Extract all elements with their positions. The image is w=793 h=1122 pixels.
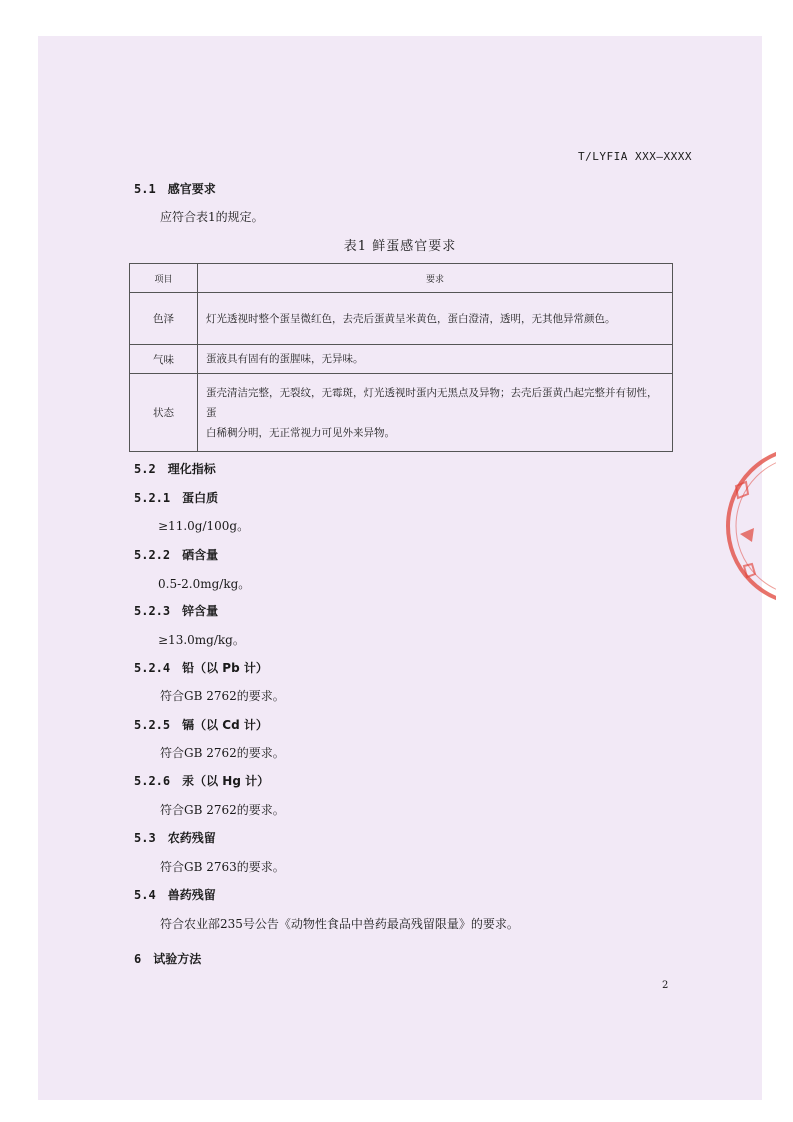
row-req-state [198,374,673,452]
row-req-color: 灯光透视时整个蛋呈微红色，去壳后蛋黄呈米黄色，蛋白澄清，透明，无其他异常颜色。 [198,293,673,345]
section-6-heading: 6 试验方法 [134,952,202,966]
col-header-item: 项目 [130,264,198,293]
section-5-2-6-heading: 5.2.6 汞（以 Hg 计） [134,774,270,788]
row-item-color: 色泽 [130,293,198,345]
row-item-odor: 气味 [130,345,198,374]
row-req-odor: 蛋液具有固有的蛋腥味，无异味。 [198,345,673,374]
section-5-1-heading: 5.1 感官要求 [134,182,216,196]
section-5-2-2-text: 0.5-2.0mg/kg。 [158,577,251,591]
seal-stamp [696,446,776,616]
table-row [130,374,673,452]
section-5-2-4-heading: 5.2.4 铅（以 Pb 计） [134,661,268,675]
document-code: T/LYFIA XXX—XXXX [578,150,692,163]
row-req-state-line-1: 蛋壳清洁完整，无裂纹，无霉斑，灯光透视时蛋内无黑点及异物；去壳后蛋黄凸起完整并有韧性，蛋 [206,386,658,419]
section-5-2-6-text: 符合GB 2762的要求。 [160,803,285,817]
section-5-2-4-text: 符合GB 2762的要求。 [160,689,285,703]
section-5-2-1-text: ≥11.0g/100g。 [158,519,250,533]
section-5-2-5-heading: 5.2.5 镉（以 Cd 计） [134,718,268,732]
section-5-1-text: 应符合表1的规定。 [160,210,264,224]
section-5-2-1-heading: 5.2.1 蛋白质 [134,491,219,505]
section-5-4-text: 符合农业部235号公告《动物性食品中兽药最高残留限量》的要求。 [160,917,519,931]
table-title: 表1 鲜蛋感官要求 [343,239,457,254]
row-item-state: 状态 [130,374,198,452]
section-5-2-3-heading: 5.2.3 锌含量 [134,604,219,618]
section-5-3-heading: 5.3 农药残留 [134,831,216,845]
section-5-2-heading: 5.2 理化指标 [134,462,216,476]
section-5-2-2-heading: 5.2.2 硒含量 [134,548,219,562]
section-5-2-3-text: ≥13.0mg/kg。 [158,633,245,647]
document-page [38,36,762,1100]
section-5-2-5-text: 符合GB 2762的要求。 [160,746,285,760]
table-row [130,293,673,345]
section-5-4-heading: 5.4 兽药残留 [134,888,216,902]
row-req-state-line-2: 白稀稠分明，无正常视力可见外来异物。 [206,426,395,439]
col-header-requirement: 要求 [198,264,673,293]
sensory-requirements-table [129,263,673,452]
table-header-row [130,264,673,293]
page-number: 2 [662,980,669,991]
table-row [130,345,673,374]
seal-stamp-graphic [696,446,776,616]
section-5-3-text: 符合GB 2763的要求。 [160,860,285,874]
